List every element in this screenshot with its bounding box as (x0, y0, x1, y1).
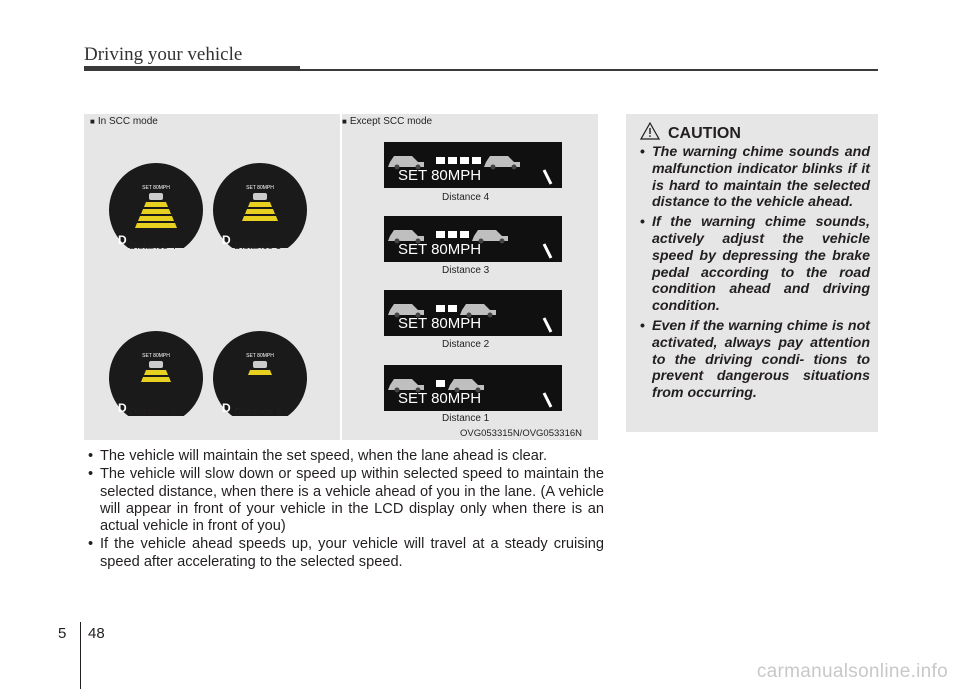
distance-bar (141, 209, 171, 214)
header-rule-thin (84, 69, 878, 71)
chapter-number: 5 (58, 625, 67, 642)
page-header-title: Driving your vehicle (84, 44, 243, 65)
caution-title: CAUTION (668, 125, 741, 142)
gauge-caption: Distance 1 (234, 407, 282, 418)
lcd-caption: Distance 4 (442, 192, 490, 203)
distance-bar (141, 377, 171, 382)
warning-triangle-icon (640, 122, 660, 140)
gauge-caption: Distance 3 (234, 241, 282, 252)
distance-block (460, 231, 469, 238)
panel-label (342, 116, 432, 127)
caution-box (626, 114, 878, 432)
distance-block (448, 305, 457, 312)
lcd-caption: Distance 1 (442, 413, 490, 424)
distance-block (436, 157, 445, 164)
lcd-display-distance-1 (384, 365, 562, 411)
panel-label-text: In SCC mode (97, 116, 158, 127)
lcd-caption: Distance 3 (442, 265, 490, 276)
caution-list (632, 144, 870, 405)
gear-indicator: D (118, 401, 127, 415)
gauge-set-speed: SET 80MPH (142, 185, 170, 191)
body-bullet: • The vehicle will maintain the set speed, when the lane ahead is clear. (84, 448, 604, 465)
lcd-set-speed: SET 80MPH (398, 315, 482, 332)
distance-bar (245, 209, 275, 214)
wheel-icon (500, 239, 505, 244)
distance-bar (135, 223, 177, 228)
gauge-set-speed: SET 80MPH (246, 353, 274, 359)
gear-indicator: D (222, 401, 231, 415)
lcd-display-distance-4 (384, 142, 562, 188)
watermark: carmanualsonline.info (756, 661, 948, 682)
distance-bar (144, 202, 168, 207)
caution-item: • Even if the warning chime is not activated, always pay attention to the driving condi- tions to prevent dangerous situations from occurring. (632, 318, 870, 402)
panel-label-text: Except SCC mode (349, 116, 433, 127)
square-bullet-icon: ■ (342, 117, 347, 126)
distance-block (448, 157, 457, 164)
distance-bar (248, 202, 272, 207)
square-bullet-icon: ■ (90, 117, 95, 126)
distance-bar (144, 370, 168, 375)
body-bullet-list (84, 448, 604, 572)
gauge-caption: Distance 4 (129, 241, 177, 252)
wheel-icon (512, 165, 517, 170)
gear-indicator: D (118, 233, 127, 247)
footer-divider (80, 622, 81, 689)
lcd-set-speed: SET 80MPH (398, 390, 482, 407)
distance-block (436, 380, 445, 387)
panel-label (90, 116, 158, 127)
lcd-set-speed: SET 80MPH (398, 241, 482, 258)
distance-block (460, 157, 469, 164)
caution-item: • The warning chime sounds and malfunction indicator blinks if it is hard to maintain the selected distance to the vehicle ahead. (632, 144, 870, 211)
body-bullet: • The vehicle will slow down or speed up within selected speed to maintain the selected distance, when there is a vehicle ahead of you in the lane. (A vehicle will appear in front of your vehicle in the LCD display only when there is an actual vehicle in front of you) (84, 466, 604, 535)
distance-block (436, 305, 445, 312)
figure-code: OVG053315N/OVG053316N (460, 428, 582, 439)
gauge-set-speed: SET 80MPH (246, 185, 274, 191)
distance-block (448, 231, 457, 238)
distance-bar (248, 370, 272, 375)
wheel-icon (491, 165, 496, 170)
gear-indicator: D (222, 233, 231, 247)
figure-panel-except-scc-mode (342, 114, 598, 440)
distance-block (436, 231, 445, 238)
caution-item: • If the warning chime sounds, actively adjust the vehicle speed by depressing the brake pedal according to the road condition ahead and driving condition. (632, 214, 870, 315)
gauge-set-speed: SET 80MPH (142, 353, 170, 359)
lcd-caption: Distance 2 (442, 339, 490, 350)
figure-panel-scc-mode (84, 114, 340, 440)
gauge-caption: Distance 2 (129, 407, 177, 418)
lcd-set-speed: SET 80MPH (398, 167, 482, 184)
lcd-display-distance-3 (384, 216, 562, 262)
page-number: 48 (88, 625, 105, 642)
distance-bar (242, 216, 278, 221)
distance-bar (138, 216, 174, 221)
distance-block (472, 157, 481, 164)
wheel-icon (488, 313, 493, 318)
body-bullet: • If the vehicle ahead speeds up, your vehicle will travel at a steady cruising speed after accelerating to the selected speed. (84, 536, 604, 571)
lcd-display-distance-2 (384, 290, 562, 336)
